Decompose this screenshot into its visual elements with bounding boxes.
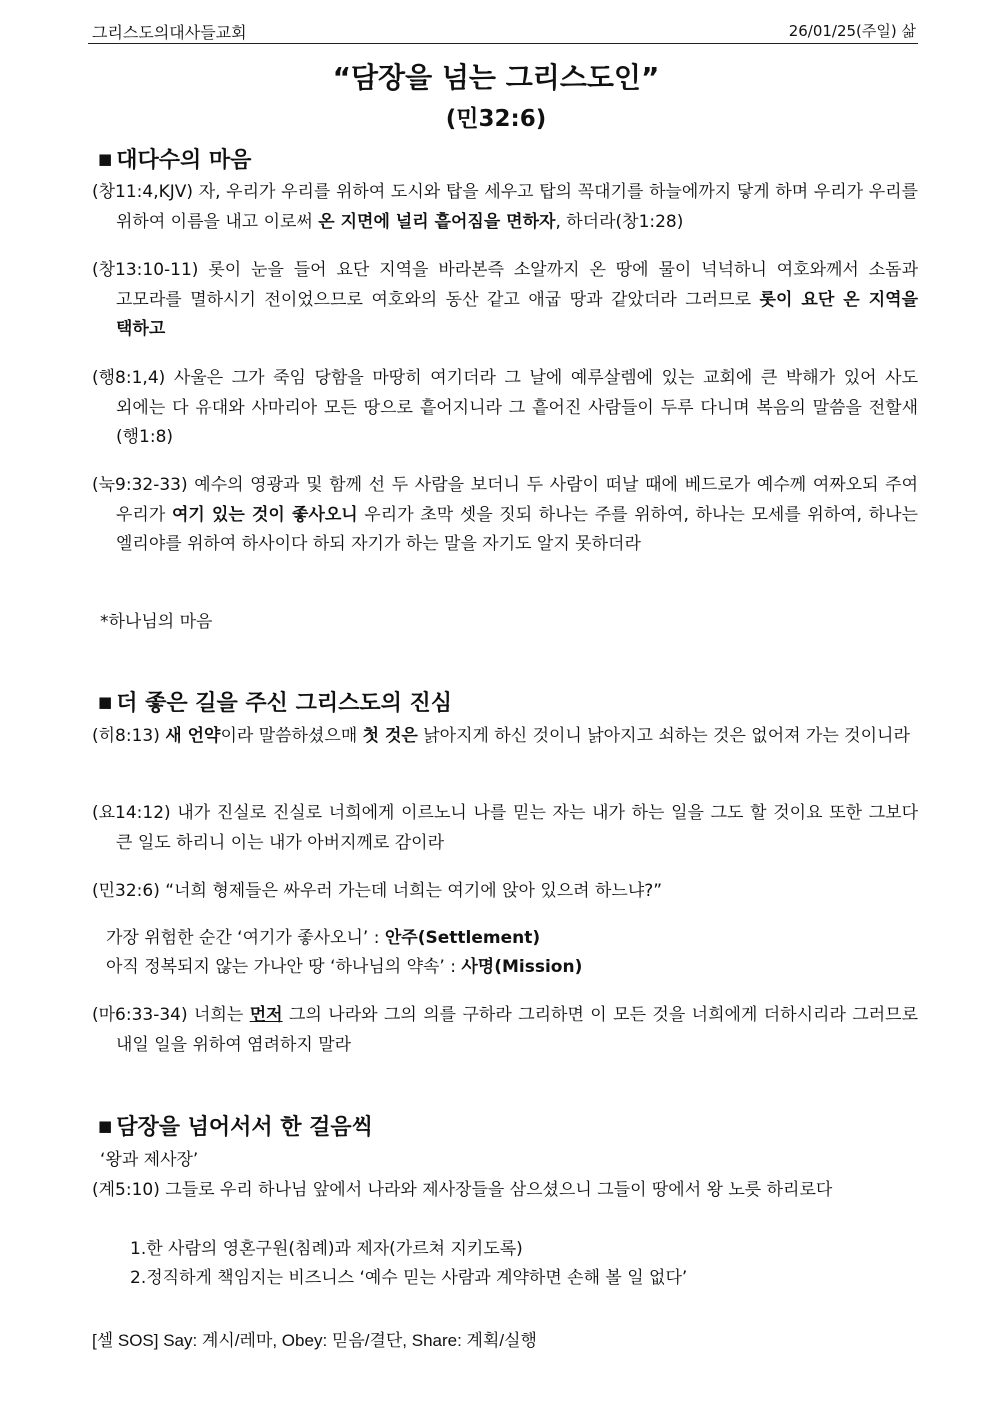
contrast-label: 가장 위험한 순간 ‘여기가 좋사오니’ : — [106, 928, 385, 948]
list-item-2: 2.정직하게 책임지는 비즈니스 ‘예수 믿는 사람과 계약하면 손해 볼 일 없다’ — [130, 1268, 688, 1288]
verse-john-14-12: (요14:12) 내가 진실로 진실로 너희에게 이르노니 나를 믿는 자는 내가 하는 일을 그도 할 것이요 또한 그보다 큰 일도 하리니 이는 내가 아버지께로 감이라 — [92, 803, 918, 853]
subheading-kings-priests: ‘왕과 제사장’ — [100, 1150, 199, 1170]
verse-emphasis: 롯이 요단 온 지역을 택하고 — [116, 289, 918, 339]
verse-emphasis: 새 언약 — [165, 726, 221, 746]
verse-rev-5-10: (계5:10) 그들로 우리 하나님 앞에서 나라와 제사장들을 삼으셨으니 그들이 땅에서 왕 노릇 하리로다 — [92, 1180, 833, 1200]
section-heading-3 — [98, 1110, 373, 1141]
verse-text: 우리가 초막 셋을 짓되 하나는 주를 위하여, 하나는 모세를 위하여, 하나는 엘리야를 위하여 하사이다 하되 자기가 하는 말을 자기도 알지 못하더라 — [116, 504, 918, 554]
cell-sos-footer: [셀 SOS] Say: 계시/레마, Obey: 믿음/결단, Share: 계획/실행 — [92, 1331, 537, 1350]
list-item-1: 1.한 사람의 영혼구원(침례)과 제자(가르쳐 지키도록) — [130, 1239, 523, 1259]
verse-gen-13-10 — [92, 256, 918, 345]
verse-text: (마6:33-34) 너희는 — [92, 1005, 250, 1025]
contrast-keyword: 안주(Settlement) — [384, 928, 541, 948]
verse-num-32-6: (민32:6) “너희 형제들은 싸우러 가는데 너희는 여기에 앉아 있으려 하느냐?” — [92, 881, 663, 901]
section-heading-text: 대다수의 마음 — [116, 148, 252, 173]
verse-heb-8-13 — [92, 722, 918, 752]
verse-luke-9-32 — [92, 471, 918, 560]
contrast-keyword: 사명(Mission) — [461, 957, 583, 977]
verse-text: (창13:10-11) 롯이 눈을 들어 요단 지역을 바라본즉 소알까지 온 땅에 물이 넉넉하니 여호와께서 소돔과 고모라를 멸하시기 전이었으므로 여호와의 동산 같고 애굽 땅과 같았더라 그러므로 — [92, 260, 918, 310]
verse-emphasis: 첫 것은 — [362, 726, 418, 746]
bullet-square-icon: ■ — [98, 693, 113, 711]
verse-text: , 하더라(창1:28) — [555, 211, 684, 232]
section-heading-text: 담장을 넘어서서 한 걸음씩 — [116, 1115, 373, 1140]
bullet-square-icon: ■ — [98, 1117, 113, 1135]
sermon-reference: (민32:6) — [445, 106, 547, 132]
verse-text: 낡아지게 하신 것이니 낡아지고 쇠하는 것은 없어져 가는 것이니라 — [417, 726, 910, 746]
verse-text: (히8:13) — [92, 726, 166, 746]
section-heading-1 — [98, 143, 251, 174]
header-date: 26/01/25(주일) 삶 — [788, 22, 916, 40]
header-divider — [88, 43, 918, 44]
verse-gen-11-4 — [92, 178, 918, 237]
verse-text: (눅9:32-33) 예수의 영광과 및 함께 선 두 사람을 보더니 두 사람이 떠날 때에 베드로가 예수께 여짜오되 주여 우리가 — [92, 475, 918, 525]
church-name: 그리스도의대사들교회 — [92, 23, 247, 42]
bullet-square-icon: ■ — [98, 150, 113, 168]
contrast-label: 아직 정복되지 않는 가나안 땅 ‘하나님의 약속’ : — [106, 957, 462, 977]
verse-matt-6-33 — [92, 1001, 918, 1060]
sermon-title: “담장을 넘는 그리스도인” — [332, 61, 660, 94]
verse-text: (창11:4,KJV) 자, 우리가 우리를 위하여 도시와 탑을 세우고 탑의 꼭대기를 하늘에까지 닿게 하며 우리가 우리를 위하여 이름을 내고 이로써 — [92, 182, 918, 232]
verse-text: 그의 나라와 그의 의를 구하라 그리하면 이 모든 것을 너희에게 더하시리라 그러므로 내일 일을 위하여 염려하지 말라 — [116, 1005, 919, 1055]
section-heading-text: 더 좋은 길을 주신 그리스도의 진심 — [116, 691, 453, 716]
section-heading-2 — [98, 686, 452, 717]
verse-text: 이라 말씀하셨으매 — [220, 726, 363, 746]
contrast-settlement — [106, 924, 540, 953]
verse-acts-8-1: (행8:1,4) 사울은 그가 죽임 당함을 마땅히 여기더라 그 날에 예루살렘에 있는 교회에 큰 박해가 있어 사도 외에는 다 유대와 사마리아 모든 땅으로 흩어지니라 그 흩어진 사람들이 두루 다니며 복음의 말씀을 전할새(행1:8) — [92, 368, 918, 447]
verse-emphasis: 먼저 — [249, 1005, 283, 1025]
note-gods-heart: *하나님의 마음 — [100, 612, 213, 632]
verse-emphasis: 온 지면에 널리 흩어짐을 면하자 — [318, 211, 556, 232]
contrast-mission — [106, 953, 582, 982]
verse-emphasis: 여기 있는 것이 좋사오니 — [171, 504, 358, 525]
